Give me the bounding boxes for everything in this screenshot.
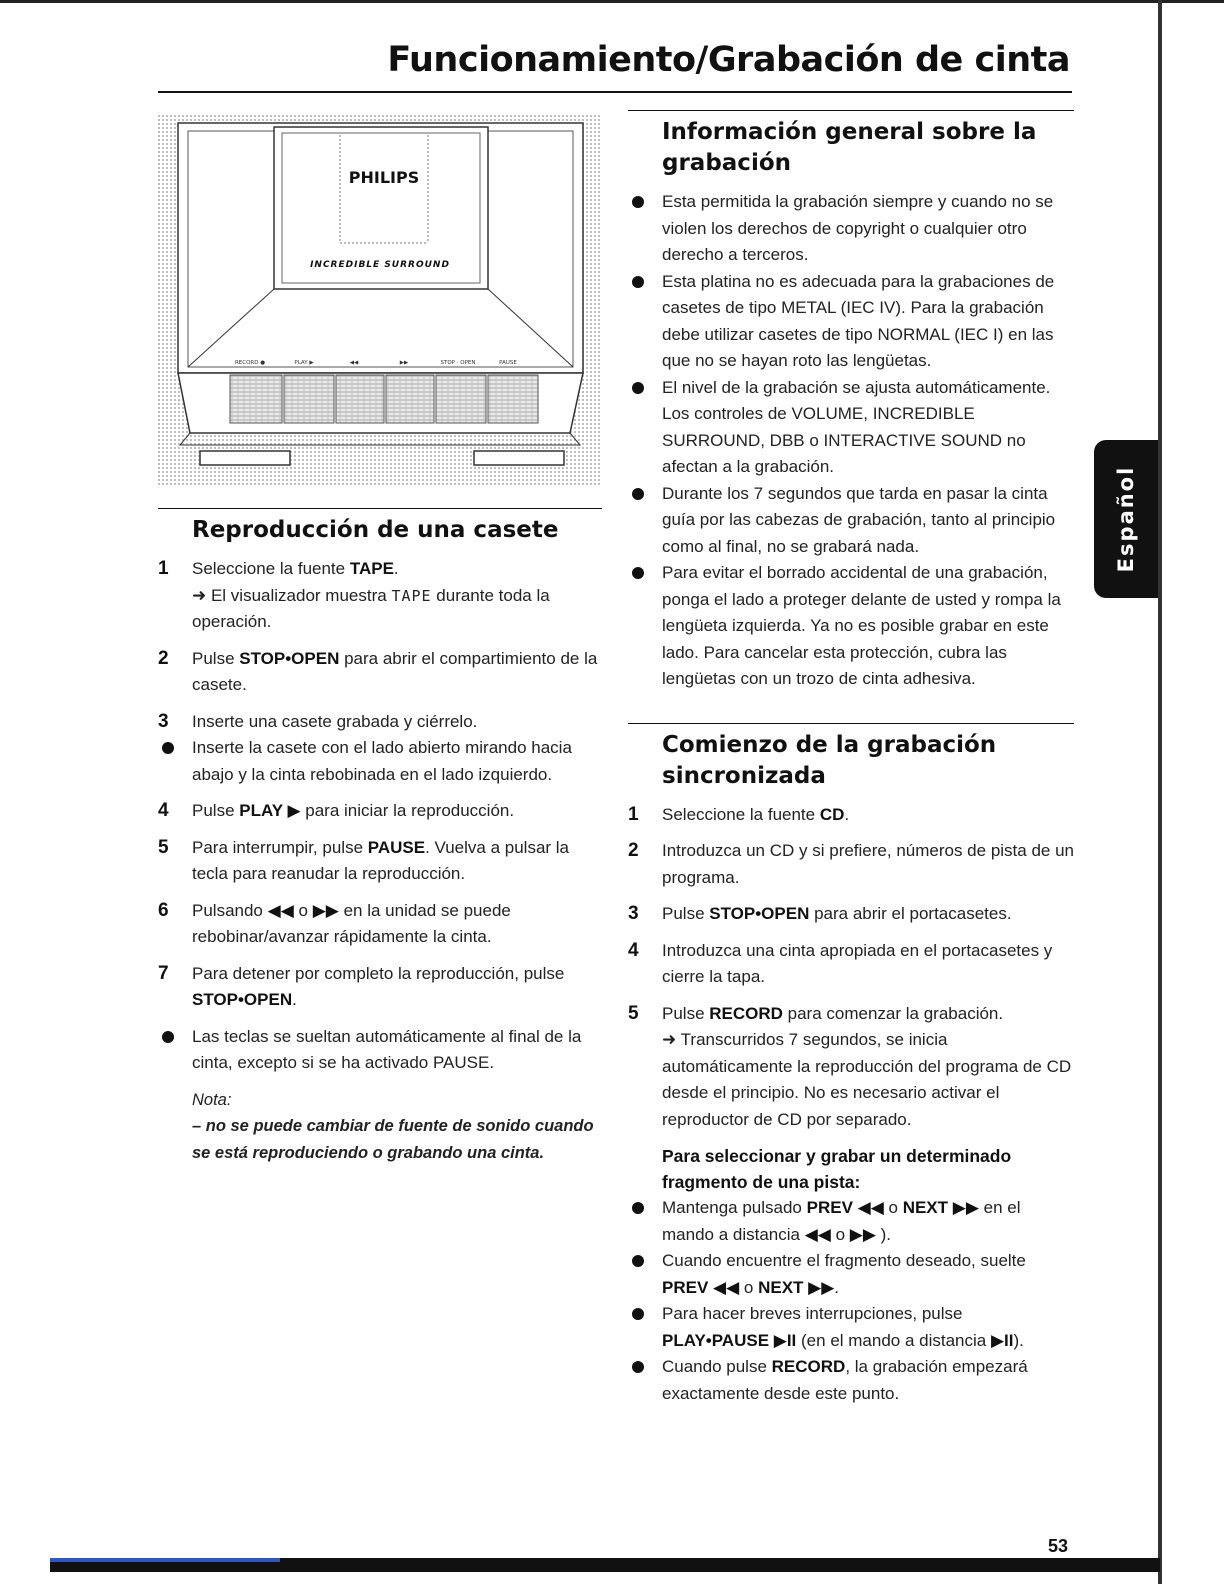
playback-step-6 <box>158 898 602 951</box>
sync-step-1 <box>628 802 1074 829</box>
bottom-accent-line <box>50 1558 280 1562</box>
cd-key: CD <box>819 804 845 824</box>
bullet-text: (en el mando a distancia <box>796 1330 991 1350</box>
step-number: 1 <box>158 558 169 579</box>
general-bullet-3 <box>628 375 1074 481</box>
step-text: . Vuelva a pulsar la tecla para reanudar la reproducción. <box>192 837 570 883</box>
deck-foot-right <box>474 451 564 465</box>
sync-step-5 <box>628 1001 1074 1134</box>
deck-key-2 <box>284 375 334 423</box>
fragment-subheading: Para seleccionar y grabar un determinado fragmento de una pista: <box>662 1146 1012 1192</box>
button-label-forward: ▶▶ <box>399 360 409 366</box>
bullet-text: o <box>883 1198 903 1217</box>
step-number: 4 <box>628 939 639 961</box>
note-text: – no se puede cambiar de fuente de sonido cuando se está reproduciendo o grabando una cinta. <box>192 1117 594 1162</box>
playback-step-7 <box>158 961 602 1014</box>
step-text: para abrir el portacasetes. <box>809 904 1012 923</box>
bullet-icon <box>632 276 644 288</box>
step-number: 3 <box>628 903 639 924</box>
sync-step-2 <box>628 838 1074 891</box>
deck-key-5 <box>436 375 486 423</box>
step-text: Para interrumpir, pulse <box>192 837 368 857</box>
step-number: 5 <box>628 1002 639 1024</box>
pause-key: PAUSE <box>367 837 426 857</box>
playback-step-2 <box>158 646 602 699</box>
bullet-text: o <box>830 1224 850 1244</box>
step-number: 2 <box>628 840 639 861</box>
bullet-text: Esta permitida la grabación siempre y cuando no se violen los derechos de copyright o cualquier otro derecho a terceros. <box>662 192 1054 264</box>
step-text: para iniciar la reproducción. <box>300 801 515 820</box>
fast-forward-icon: ▶▶ <box>849 1224 876 1244</box>
result-text: durante toda la operación. <box>192 585 550 631</box>
rewind-icon: ◀◀ <box>267 900 294 920</box>
bullet-text: El nivel de la grabación se ajusta automáticamente. Los controles de VOLUME, INCREDIBLE SURROUND, DBB o INTERACTIVE SOUND no afectan a la grabación. <box>662 377 1051 476</box>
sync-step-4 <box>628 938 1074 991</box>
bottom-border-line <box>50 1558 1160 1572</box>
fragment-bullet-2 <box>628 1248 1074 1301</box>
bullet-text: Mantenga pulsado <box>662 1198 807 1217</box>
section-rule <box>628 110 1074 111</box>
step-text: Pulse <box>192 648 240 668</box>
deck-foot-left <box>200 451 290 465</box>
step-text: Pulsando <box>192 900 268 920</box>
playback-step-3-bullet <box>158 735 602 788</box>
recording-column <box>628 110 1074 1407</box>
fragment-bullet-4 <box>628 1354 1074 1407</box>
step-text: Pulse <box>662 904 710 923</box>
deck-key-1 <box>230 375 282 423</box>
general-bullet-4 <box>628 481 1074 561</box>
playback-note <box>158 1087 602 1167</box>
playback-heading: Reproducción de una casete <box>192 517 559 543</box>
tape-key: TAPE <box>349 559 394 578</box>
bullet-text: ). <box>875 1224 892 1244</box>
bullet-text: Las teclas se sueltan automáticamente al final de la cinta, excepto si se ha activado PAUSE. <box>192 1026 582 1072</box>
bullet-icon <box>632 488 644 500</box>
bullet-text: , la grabación empezará exactamente desde este punto. <box>662 1357 1028 1403</box>
next-key: NEXT ▶▶ <box>902 1198 979 1217</box>
section-rule <box>158 508 602 509</box>
step-text: o <box>293 900 313 920</box>
bullet-text: Esta platina no es adecuada para la grabaciones de casetes de tipo METAL (IEC IV). Para la grabación debe utilizar casetes de tipo NORMAL (IEC I) en las que no se hayan roto las lengüetas. <box>662 271 1055 370</box>
playback-step-4 <box>158 798 602 825</box>
brand-logo-text: PHILIPS <box>348 168 420 187</box>
step-text: Pulse <box>192 801 240 820</box>
record-key: RECORD <box>709 1003 783 1023</box>
sync-step-3 <box>628 901 1074 928</box>
play-pause-icon: ▶II <box>990 1330 1014 1350</box>
language-tab <box>1094 440 1158 598</box>
step-number: 4 <box>158 800 169 821</box>
record-key: RECORD <box>771 1357 846 1376</box>
bullet-text: Cuando encuentre el fragmento deseado, suelte <box>662 1251 1026 1270</box>
playback-end-bullet <box>158 1024 602 1077</box>
deck-key-4 <box>386 375 434 423</box>
step-text: Seleccione la fuente <box>192 559 350 578</box>
result-arrow-icon: ➜ <box>662 1030 677 1049</box>
bullet-text: o <box>739 1277 759 1297</box>
bullet-icon <box>632 1202 644 1214</box>
bullet-text: ). <box>1013 1330 1024 1350</box>
step-text: . <box>292 990 297 1009</box>
step-text: para comenzar la grabación. <box>782 1003 1004 1023</box>
step-number: 7 <box>158 962 169 984</box>
step-text: . <box>393 559 399 578</box>
step-text: . <box>844 804 850 824</box>
bullet-icon <box>632 196 644 208</box>
bullet-icon <box>632 1361 644 1373</box>
result-text: El visualizador muestra <box>206 585 392 605</box>
step-number: 5 <box>158 836 169 858</box>
sync-recording-heading: Comienzo de la grabación sincronizada <box>662 731 997 789</box>
button-label-pause: PAUSE <box>499 360 517 366</box>
step-text: para abrir el compartimiento de la casete. <box>192 648 598 694</box>
general-bullet-2 <box>628 269 1074 375</box>
bullet-icon <box>632 1308 644 1320</box>
next-key: NEXT ▶▶ <box>758 1277 835 1297</box>
step-text: en la unidad se puede rebobinar/avanzar rápidamente la cinta. <box>192 900 511 946</box>
display-readout: TAPE <box>391 586 432 605</box>
step-text: Para detener por completo la reproducción, pulse <box>192 963 565 983</box>
stop-open-key: STOP•OPEN <box>239 648 340 668</box>
prev-key: PREV ◀◀ <box>662 1277 740 1297</box>
general-bullet-5 <box>628 560 1074 693</box>
bullet-text: Durante los 7 segundos que tarda en pasar la cinta guía por las cabezas de grabación, tanto al principio como al final, no se grabará nada. <box>662 483 1056 556</box>
playback-section <box>158 508 602 1166</box>
step-number: 1 <box>628 803 639 825</box>
language-tab-label: Español <box>1114 465 1138 573</box>
play-key: PLAY ▶ <box>239 801 301 820</box>
deck-key-3 <box>336 375 384 423</box>
playback-step-3 <box>158 709 602 736</box>
result-arrow-icon: ➜ <box>192 585 207 605</box>
bullet-icon <box>632 1255 644 1267</box>
bullet-text: Cuando pulse <box>662 1357 772 1376</box>
step-text: Inserte una casete grabada y ciérrelo. <box>192 711 478 731</box>
top-border-line <box>0 0 1224 3</box>
step-number: 6 <box>158 899 169 921</box>
button-label-record: RECORD ● <box>234 360 266 366</box>
bullet-icon <box>632 382 644 394</box>
title-rule <box>158 91 1072 93</box>
note-label: Nota: <box>192 1090 232 1109</box>
deck-key-6 <box>488 375 538 423</box>
step-text: Pulse <box>662 1003 710 1023</box>
cassette-deck-illustration <box>158 115 602 485</box>
page-title: Funcionamiento/Grabación de cinta <box>387 40 1070 80</box>
bullet-text: . <box>834 1277 840 1297</box>
playback-step-5 <box>158 835 602 888</box>
rewind-icon: ◀◀ <box>804 1224 831 1244</box>
bullet-text: Inserte la casete con el lado abierto mirando hacia abajo y la cinta rebobinada en el lado izquierdo. <box>192 738 572 784</box>
step-number: 2 <box>158 647 169 669</box>
bullet-text: Para hacer breves interrupciones, pulse <box>662 1304 963 1323</box>
general-recording-heading: Información general sobre la grabación <box>662 119 1037 176</box>
button-label-play: PLAY ▶ <box>294 360 314 366</box>
section-rule <box>628 723 1074 724</box>
fast-forward-icon: ▶▶ <box>312 900 339 920</box>
bullet-icon <box>632 567 644 579</box>
step-number: 3 <box>158 710 169 732</box>
button-label-stop-open: STOP · OPEN <box>440 360 476 366</box>
step-text: Introduzca un CD y si prefiere, números de pista de un programa. <box>662 841 1074 887</box>
step-text: Seleccione la fuente <box>662 804 820 824</box>
right-border-line <box>1158 0 1162 1584</box>
stop-open-key: STOP•OPEN <box>709 904 810 923</box>
page-number: 53 <box>1048 1536 1069 1556</box>
playback-step-1 <box>158 556 602 636</box>
surround-label: INCREDIBLE SURROUND <box>310 260 450 270</box>
fragment-bullet-1 <box>628 1195 1074 1248</box>
bullet-text: Para evitar el borrado accidental de una grabación, ponga el lado a proteger delante de usted y rompa la lengüeta izquierda. Ya no es posible grabar en este lado. Para cancelar esta protección, cubra las lengüetas con un trozo de cinta adhesiva. <box>662 563 1061 688</box>
bullet-icon <box>162 1031 174 1043</box>
prev-key: PREV ◀◀ <box>806 1198 884 1217</box>
fragment-bullet-3 <box>628 1301 1074 1354</box>
play-pause-key: PLAY•PAUSE ▶II <box>662 1330 797 1350</box>
bullet-icon <box>162 742 174 754</box>
general-bullet-1 <box>628 189 1074 269</box>
bullet-text: en el mando a distancia <box>662 1198 1021 1244</box>
stop-open-key: STOP•OPEN <box>192 990 293 1009</box>
step-text: Introduzca una cinta apropiada en el portacasetes y cierre la tapa. <box>662 940 1053 986</box>
result-text: Transcurridos 7 segundos, se inicia automáticamente la reproducción del programa de CD desde el principio. No es necesario activar el reproductor de CD por separado. <box>662 1030 1072 1129</box>
button-label-rewind: ◀◀ <box>349 360 359 366</box>
